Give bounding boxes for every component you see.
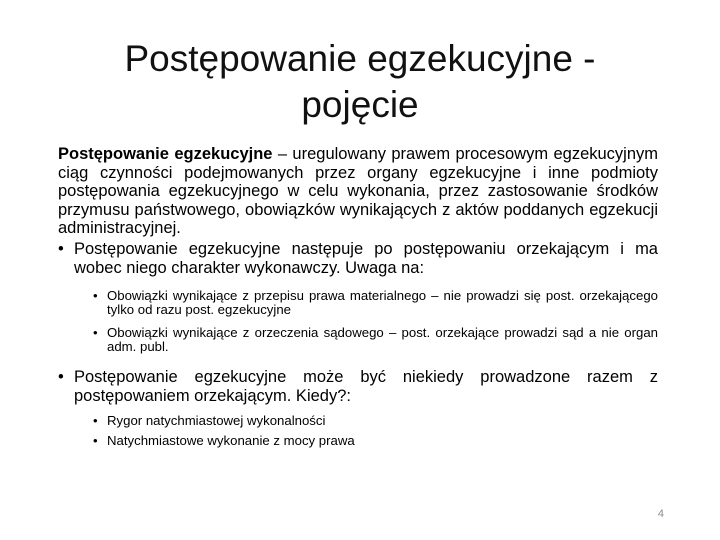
title-line-1: Postępowanie egzekucyjne -	[124, 38, 596, 79]
bullet-text: Postępowanie egzekucyjne może być niekiedy prowadzone razem z postępowaniem orzekającym. Kiedy?:	[74, 367, 658, 405]
bullet-icon: •	[93, 413, 98, 429]
bullet-item	[58, 368, 658, 405]
sub-bullet-text: Obowiązki wynikające z orzeczenia sądowego – post. orzekające prowadzi sąd a nie organ adm. publ.	[107, 324, 658, 354]
bullet-icon: •	[93, 288, 98, 304]
slide-body	[58, 145, 658, 449]
definition-paragraph	[58, 145, 658, 238]
sub-bullet-item	[93, 414, 658, 428]
sub-bullet-text: Rygor natychmiastowej wykonalności	[107, 413, 326, 429]
bullet-icon: •	[93, 433, 98, 449]
bullet-icon: •	[58, 367, 64, 386]
bullet-item	[58, 240, 658, 277]
bullet-icon: •	[93, 324, 98, 340]
definition-text: – uregulowany prawem procesowym egzekucyjnym ciąg czynności podejmowanych przez organy egzekucyjne i inne podmioty postępowania egzekucyjnego w celu wykonania, przez zastosowanie środków przymusu państwowego, obowiązków wynikających z aktów poddanych egzekucji administracyjnej.	[58, 145, 659, 238]
slide-title	[60, 36, 660, 128]
sub-bullet-text: Natychmiastowe wykonanie z mocy prawa	[107, 433, 355, 449]
page-number: 4	[657, 508, 664, 520]
definition-term: Postępowanie egzekucyjne	[58, 145, 273, 163]
sub-bullet-item	[93, 434, 658, 448]
sub-bullet-text: Obowiązki wynikające z przepisu prawa materialnego – nie prowadzi się post. orzekającego tylko od razu post. egzekucyjne	[107, 288, 658, 318]
sub-bullet-item	[93, 289, 658, 317]
bullet-icon: •	[58, 239, 64, 258]
sub-bullet-item	[93, 326, 658, 354]
title-line-2: pojęcie	[301, 84, 419, 125]
bullet-text: Postępowanie egzekucyjne następuje po postępowaniu orzekającym i ma wobec niego charakter wykonawczy. Uwaga na:	[74, 239, 658, 277]
